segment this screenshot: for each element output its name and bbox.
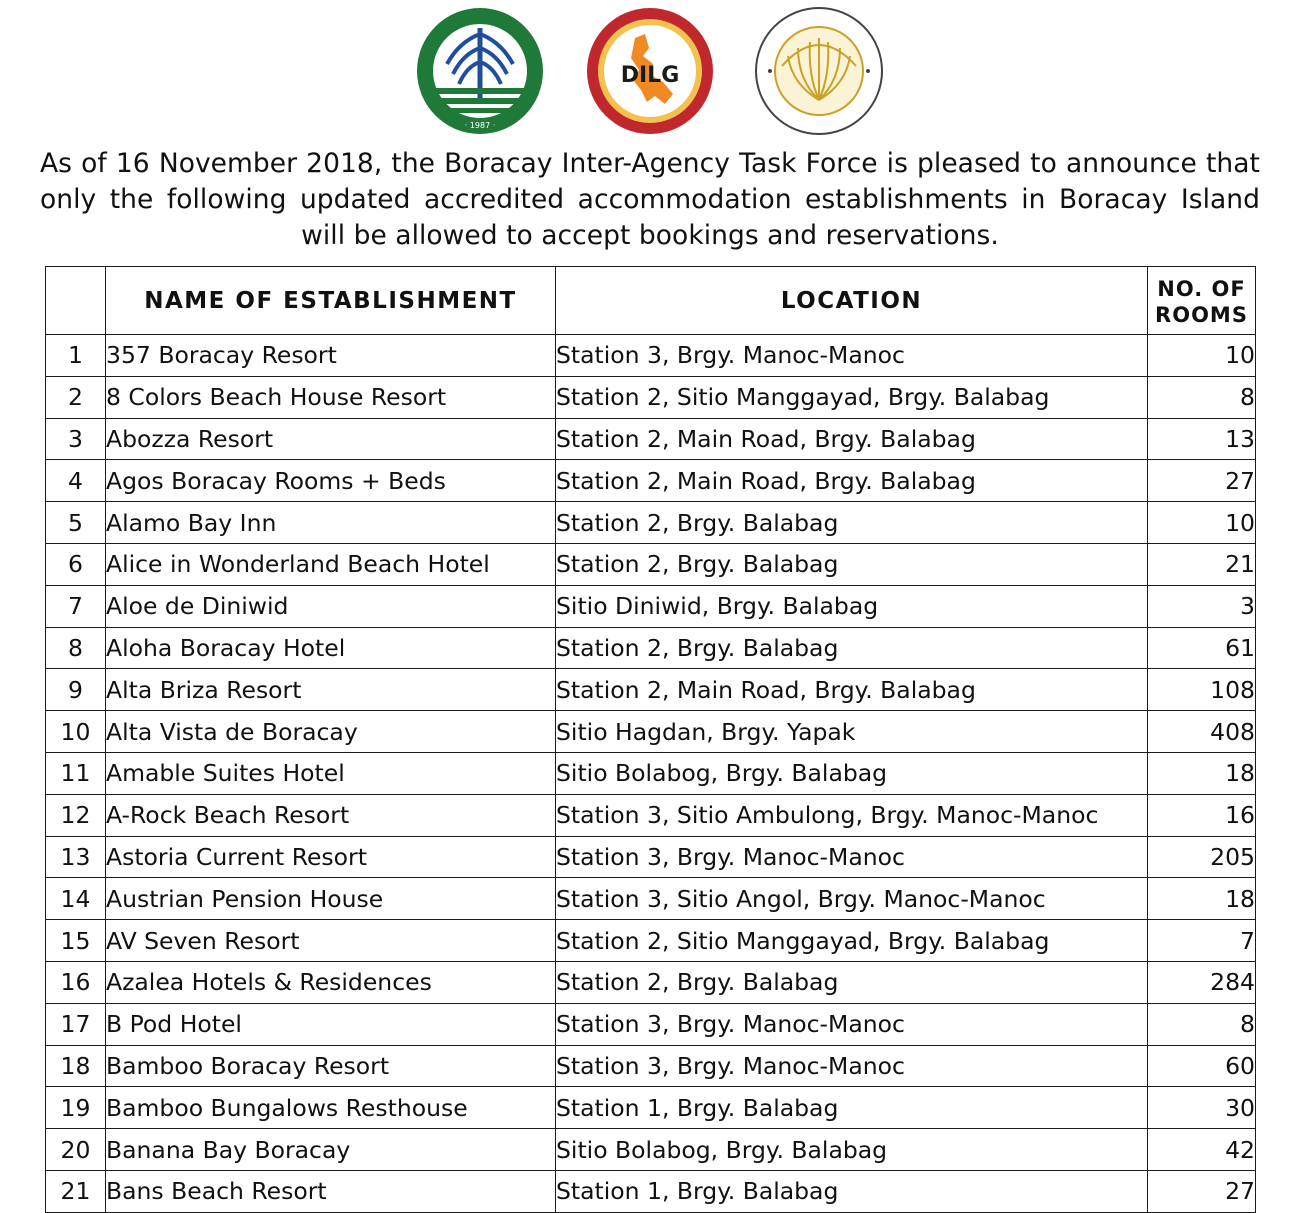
table-row (46, 961, 1256, 1003)
room-count: 8 (1148, 376, 1256, 418)
establishment-name: Aloha Boracay Hotel (106, 627, 556, 669)
row-number: 20 (46, 1129, 106, 1171)
establishment-location: Station 3, Brgy. Manoc-Manoc (556, 1045, 1148, 1087)
agency-logos (0, 4, 1300, 144)
establishment-location: Sitio Bolabog, Brgy. Balabag (556, 1129, 1148, 1171)
row-number: 18 (46, 1045, 106, 1087)
row-number: 4 (46, 460, 106, 502)
establishment-name: Banana Bay Boracay (106, 1129, 556, 1171)
header-number (46, 267, 106, 335)
establishment-name: Bamboo Bungalows Resthouse (106, 1087, 556, 1129)
establishment-location: Station 1, Brgy. Balabag (556, 1087, 1148, 1129)
room-count: 42 (1148, 1129, 1256, 1171)
row-number: 7 (46, 585, 106, 627)
establishment-name: Alice in Wonderland Beach Hotel (106, 543, 556, 585)
room-count: 284 (1148, 961, 1256, 1003)
row-number: 8 (46, 627, 106, 669)
row-number: 9 (46, 669, 106, 711)
establishment-name: Aloe de Diniwid (106, 585, 556, 627)
establishment-name: Agos Boracay Rooms + Beds (106, 460, 556, 502)
row-number: 12 (46, 794, 106, 836)
establishment-name: Azalea Hotels & Residences (106, 961, 556, 1003)
row-number: 19 (46, 1087, 106, 1129)
establishment-location: Sitio Bolabog, Brgy. Balabag (556, 752, 1148, 794)
establishment-name: 357 Boracay Resort (106, 335, 556, 377)
table-row (46, 878, 1256, 920)
table-row (46, 794, 1256, 836)
room-count: 18 (1148, 878, 1256, 920)
table-row (46, 1170, 1256, 1212)
room-count: 16 (1148, 794, 1256, 836)
row-number: 1 (46, 335, 106, 377)
svg-text:· 1987 ·: · 1987 · (464, 121, 496, 130)
establishment-location: Sitio Hagdan, Brgy. Yapak (556, 711, 1148, 753)
header-rooms-line2: ROOMS (1155, 303, 1248, 327)
establishment-location: Station 1, Brgy. Balabag (556, 1170, 1148, 1212)
establishment-name: Alamo Bay Inn (106, 502, 556, 544)
announcement-text: As of 16 November 2018, the Boracay Inter-Agency Task Force is pleased to announce that only the following updated accredited accommodation establishments in Boracay Island will be allowed to accept bookings and reservations. (40, 148, 1260, 251)
row-number: 13 (46, 836, 106, 878)
table-row (46, 376, 1256, 418)
establishment-name: Bans Beach Resort (106, 1170, 556, 1212)
row-number: 11 (46, 752, 106, 794)
room-count: 30 (1148, 1087, 1256, 1129)
establishment-location: Station 2, Brgy. Balabag (556, 627, 1148, 669)
row-number: 10 (46, 711, 106, 753)
room-count: 7 (1148, 920, 1256, 962)
establishment-name: Abozza Resort (106, 418, 556, 460)
establishment-name: Bamboo Boracay Resort (106, 1045, 556, 1087)
establishment-name: Austrian Pension House (106, 878, 556, 920)
establishment-location: Station 3, Brgy. Manoc-Manoc (556, 1003, 1148, 1045)
establishment-name: B Pod Hotel (106, 1003, 556, 1045)
table-row (46, 1003, 1256, 1045)
room-count: 27 (1148, 460, 1256, 502)
row-number: 21 (46, 1170, 106, 1212)
room-count: 3 (1148, 585, 1256, 627)
header-location: LOCATION (556, 267, 1148, 335)
table-row (46, 543, 1256, 585)
table-row (46, 335, 1256, 377)
establishment-location: Station 2, Main Road, Brgy. Balabag (556, 669, 1148, 711)
row-number: 14 (46, 878, 106, 920)
row-number: 16 (46, 961, 106, 1003)
room-count: 408 (1148, 711, 1256, 753)
establishment-name: Astoria Current Resort (106, 836, 556, 878)
establishment-location: Station 3, Sitio Angol, Brgy. Manoc-Manoc (556, 878, 1148, 920)
establishment-location: Station 2, Brgy. Balabag (556, 961, 1148, 1003)
establishment-location: Station 2, Main Road, Brgy. Balabag (556, 418, 1148, 460)
table-row (46, 1087, 1256, 1129)
establishment-name: 8 Colors Beach House Resort (106, 376, 556, 418)
table-header-row (46, 267, 1256, 335)
denr-seal-icon (413, 4, 547, 138)
room-count: 13 (1148, 418, 1256, 460)
table-row (46, 836, 1256, 878)
establishment-name: Alta Briza Resort (106, 669, 556, 711)
establishment-name: AV Seven Resort (106, 920, 556, 962)
establishment-location: Station 3, Brgy. Manoc-Manoc (556, 836, 1148, 878)
row-number: 17 (46, 1003, 106, 1045)
establishment-name: Amable Suites Hotel (106, 752, 556, 794)
room-count: 27 (1148, 1170, 1256, 1212)
establishment-location: Station 2, Sitio Manggayad, Brgy. Balabag (556, 376, 1148, 418)
establishment-name: Alta Vista de Boracay (106, 711, 556, 753)
establishment-name: A-Rock Beach Resort (106, 794, 556, 836)
dilg-seal-text: DILG (620, 63, 680, 88)
establishment-location: Station 3, Sitio Ambulong, Brgy. Manoc-Manoc (556, 794, 1148, 836)
table-row (46, 1045, 1256, 1087)
header-rooms (1148, 267, 1256, 335)
table-row (46, 1129, 1256, 1171)
dilg-seal-icon (583, 4, 717, 138)
table-row (46, 418, 1256, 460)
establishment-location: Station 3, Brgy. Manoc-Manoc (556, 335, 1148, 377)
table-row (46, 627, 1256, 669)
establishment-location: Sitio Diniwid, Brgy. Balabag (556, 585, 1148, 627)
room-count: 108 (1148, 669, 1256, 711)
room-count: 60 (1148, 1045, 1256, 1087)
room-count: 205 (1148, 836, 1256, 878)
table-row (46, 585, 1256, 627)
room-count: 21 (1148, 543, 1256, 585)
table-body (46, 335, 1256, 1213)
table-row (46, 920, 1256, 962)
establishment-location: Station 2, Brgy. Balabag (556, 543, 1148, 585)
header-rooms-line1: NO. OF (1157, 277, 1246, 301)
row-number: 6 (46, 543, 106, 585)
room-count: 10 (1148, 335, 1256, 377)
room-count: 10 (1148, 502, 1256, 544)
row-number: 2 (46, 376, 106, 418)
row-number: 5 (46, 502, 106, 544)
table-row (46, 669, 1256, 711)
room-count: 8 (1148, 1003, 1256, 1045)
row-number: 15 (46, 920, 106, 962)
table-row (46, 502, 1256, 544)
establishment-location: Station 2, Brgy. Balabag (556, 502, 1148, 544)
table-row (46, 711, 1256, 753)
room-count: 18 (1148, 752, 1256, 794)
table-row (46, 752, 1256, 794)
dot-seal-icon (752, 4, 886, 138)
establishments-table (45, 266, 1256, 1213)
room-count: 61 (1148, 627, 1256, 669)
row-number: 3 (46, 418, 106, 460)
table-row (46, 460, 1256, 502)
establishment-location: Station 2, Sitio Manggayad, Brgy. Balabag (556, 920, 1148, 962)
establishment-location: Station 2, Main Road, Brgy. Balabag (556, 460, 1148, 502)
header-name: NAME OF ESTABLISHMENT (106, 267, 556, 335)
